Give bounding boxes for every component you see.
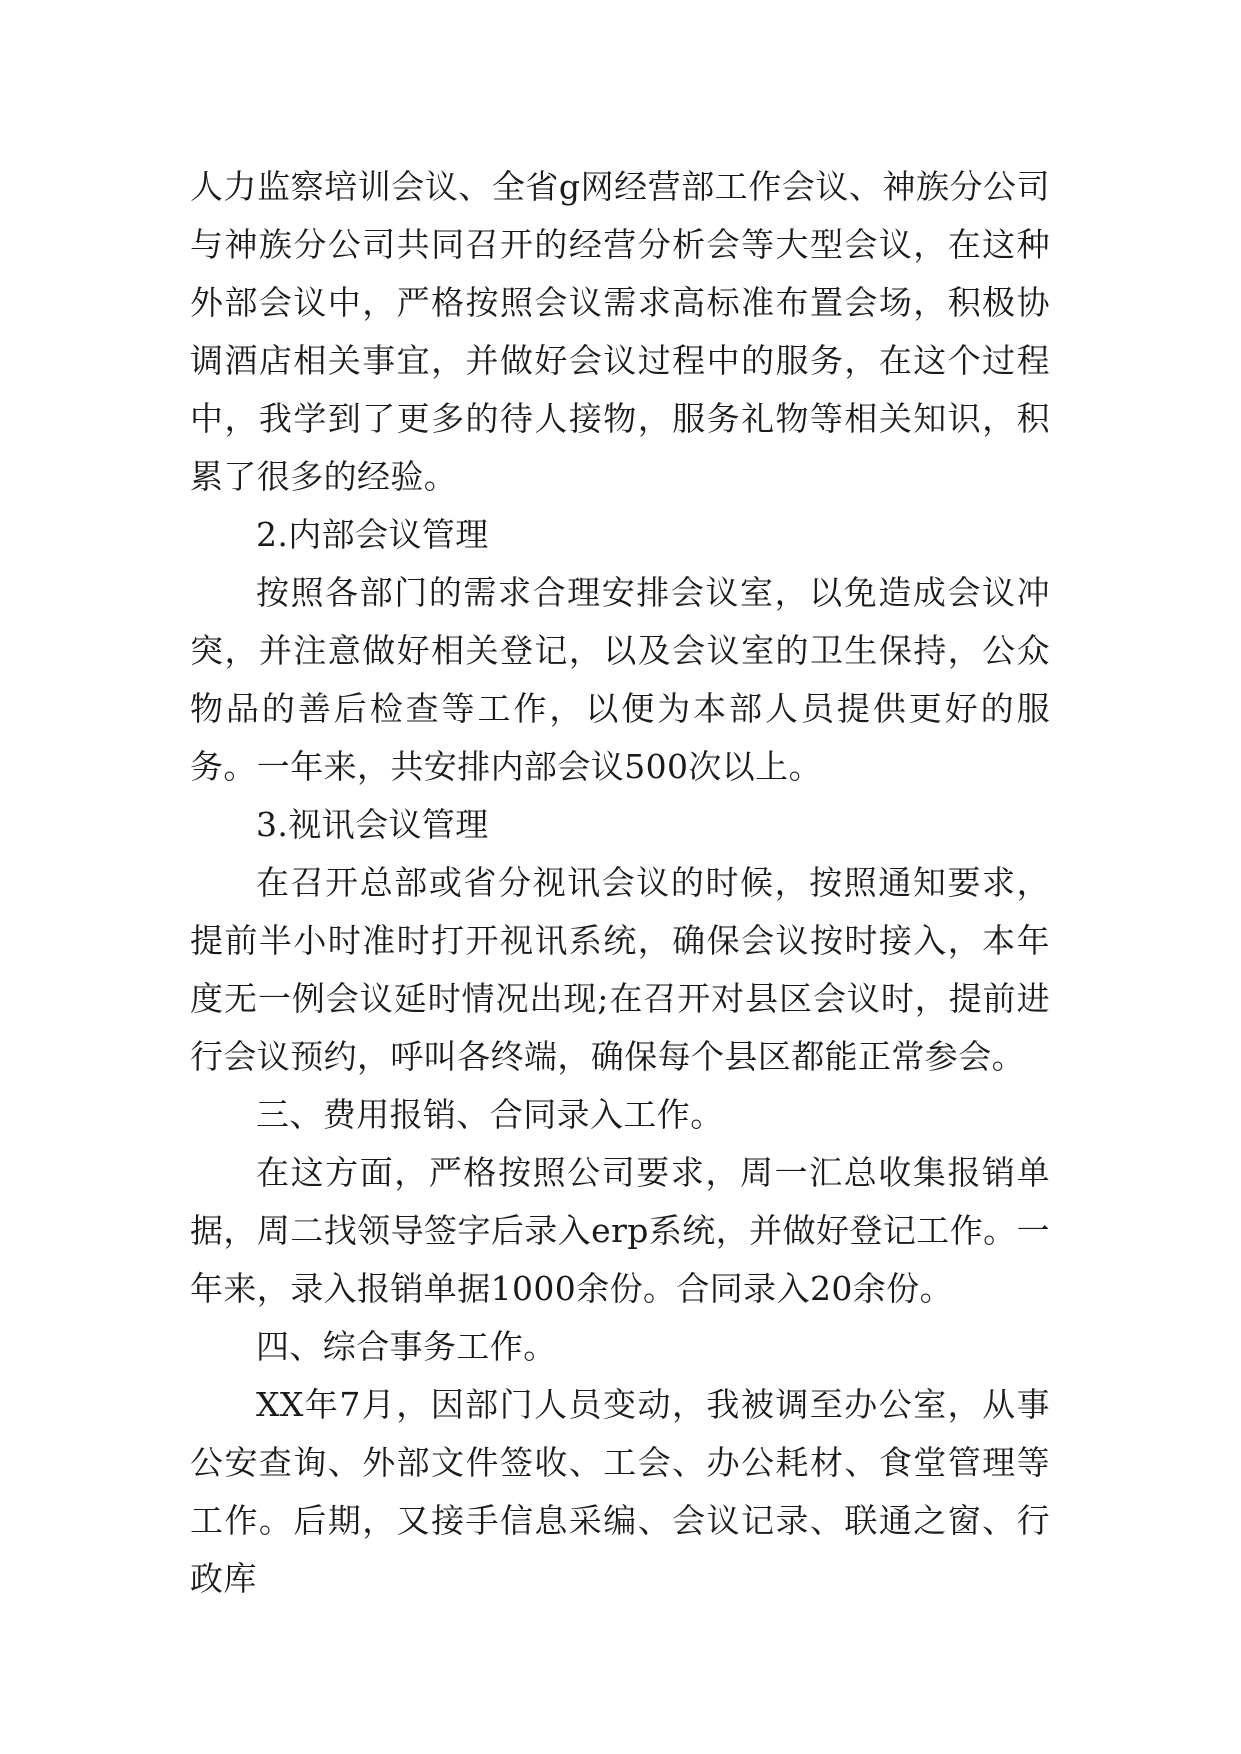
paragraph-expense-contract-work: 在这方面，严格按照公司要求，周一汇总收集报销单据，周二找领导签字后录入erp系统，并做好登记工作。一年来，录入报销单据1000余份。合同录入20余份。 — [190, 1153, 1050, 1308]
heading-expense-contract-work: 三、费用报销、合同录入工作。 — [256, 1095, 724, 1134]
heading-general-affairs-work: 四、综合事务工作。 — [256, 1327, 557, 1366]
heading-internal-meeting-management: 2.内部会议管理 — [256, 515, 489, 554]
paragraph-general-affairs-work: XX年7月，因部门人员变动，我被调至办公室，从事公安查询、外部文件签收、工会、办公耗材、食堂管理等工作。后期，又接手信息采编、会议记录、联通之窗、行政库 — [190, 1385, 1050, 1598]
heading-video-meeting-management: 3.视讯会议管理 — [256, 805, 489, 844]
paragraph-meeting-services: 人力监察培训会议、全省g网经营部工作会议、神族分公司与神族分公司共同召开的经营分析会等大型会议，在这种外部会议中，严格按照会议需求高标准布置会场，积极协调酒店相关事宜，并做好会议过程中的服务，在这个过程中，我学到了更多的待人接物，服务礼物等相关知识，积累了很多的经验。 — [190, 167, 1050, 496]
paragraph-internal-meeting-management: 按照各部门的需求合理安排会议室，以免造成会议冲突，并注意做好相关登记，以及会议室的卫生保持，公众物品的善后检查等工作，以便为本部人员提供更好的服务。一年来，共安排内部会议500次以上。 — [190, 573, 1050, 786]
paragraph-video-meeting-management: 在召开总部或省分视讯会议的时候，按照通知要求，提前半小时准时打开视讯系统，确保会议按时接入，本年度无一例会议延时情况出现;在召开对县区会议时，提前进行会议预约，呼叫各终端，确保每个县区都能正常参会。 — [190, 863, 1050, 1076]
document-body — [190, 158, 1050, 1608]
